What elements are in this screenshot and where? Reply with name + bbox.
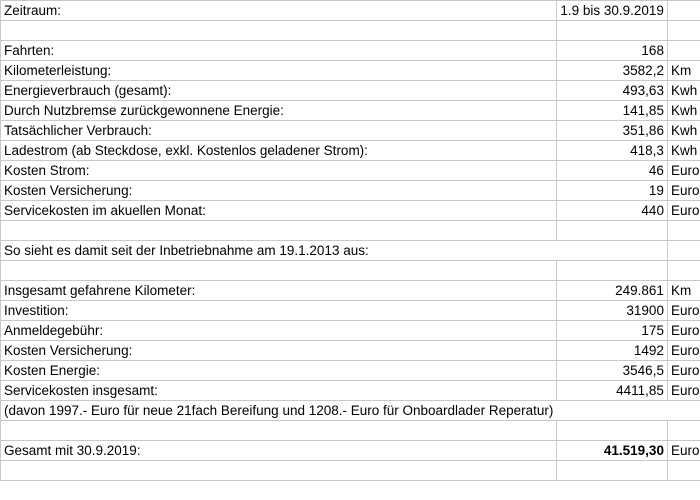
row-label[interactable] [1, 221, 557, 241]
row-unit[interactable] [667, 261, 700, 281]
table-row [1, 241, 700, 261]
row-value[interactable]: 351,86 [557, 121, 668, 141]
table-row [1, 321, 700, 341]
row-label[interactable]: Servicekosten im akuellen Monat: [1, 201, 557, 221]
row-unit[interactable] [667, 421, 700, 441]
row-value[interactable]: 168 [557, 41, 668, 61]
table-row [1, 201, 700, 221]
row-unit[interactable] [667, 461, 700, 481]
row-value[interactable]: 19 [557, 181, 668, 201]
table-row [1, 141, 700, 161]
row-value[interactable]: 249.861 [557, 281, 668, 301]
row-unit[interactable]: Km [667, 61, 700, 81]
row-unit[interactable]: Euro [667, 161, 700, 181]
table-row [1, 421, 700, 441]
row-unit[interactable] [667, 41, 700, 61]
row-value[interactable] [557, 221, 668, 241]
row-label[interactable]: Servicekosten insgesamt: [1, 381, 557, 401]
row-value[interactable]: 31900 [557, 301, 668, 321]
table-row [1, 461, 700, 481]
row-label[interactable] [1, 261, 557, 281]
row-unit[interactable]: Euro [667, 361, 700, 381]
row-value[interactable] [557, 241, 668, 261]
row-unit[interactable]: Kwh [667, 81, 700, 101]
row-label[interactable]: Kosten Strom: [1, 161, 557, 181]
row-unit[interactable]: Euro [667, 381, 700, 401]
row-unit[interactable] [667, 1, 700, 21]
row-value[interactable]: 175 [557, 321, 668, 341]
row-value[interactable]: 3546,5 [557, 361, 668, 381]
row-value[interactable]: 141,85 [557, 101, 668, 121]
row-label[interactable]: Kilometerleistung: [1, 61, 557, 81]
row-label[interactable]: Energieverbrauch (gesamt): [1, 81, 557, 101]
row-label[interactable] [1, 461, 557, 481]
table-row [1, 21, 700, 41]
row-value[interactable] [557, 421, 668, 441]
table-row [1, 81, 700, 101]
table-row [1, 1, 700, 21]
row-label[interactable] [1, 421, 557, 441]
row-unit[interactable]: Euro [667, 441, 700, 461]
row-unit[interactable]: Euro [667, 201, 700, 221]
row-label[interactable]: Kosten Energie: [1, 361, 557, 381]
row-label[interactable]: Gesamt mit 30.9.2019: [1, 441, 557, 461]
row-label[interactable]: (davon 1997.- Euro für neue 21fach Bereifung und 1208.- Euro für Onboardlader Reperatur) [1, 401, 557, 421]
table-row [1, 61, 700, 81]
row-value[interactable]: 493,63 [557, 81, 668, 101]
table-row [1, 101, 700, 121]
row-label[interactable]: Anmeldegebühr: [1, 321, 557, 341]
table-row [1, 341, 700, 361]
row-unit[interactable]: Kwh [667, 121, 700, 141]
table-row [1, 401, 700, 421]
row-label[interactable]: Tatsächlicher Verbrauch: [1, 121, 557, 141]
row-value[interactable]: 440 [557, 201, 668, 221]
row-unit[interactable]: Kwh [667, 141, 700, 161]
table-row [1, 441, 700, 461]
table-row [1, 381, 700, 401]
row-unit[interactable]: Euro [667, 321, 700, 341]
row-unit[interactable]: Euro [667, 301, 700, 321]
row-label[interactable]: Insgesamt gefahrene Kilometer: [1, 281, 557, 301]
row-unit[interactable]: Euro [667, 181, 700, 201]
table-row [1, 301, 700, 321]
row-label[interactable]: Zeitraum: [1, 1, 557, 21]
row-value[interactable] [557, 21, 668, 41]
row-unit[interactable]: Euro [667, 341, 700, 361]
row-unit[interactable]: Km [667, 281, 700, 301]
table-row [1, 121, 700, 141]
row-value[interactable]: 41.519,30 [557, 441, 668, 461]
table-row [1, 41, 700, 61]
row-value[interactable]: 1.9 bis 30.9.2019 [557, 1, 668, 21]
row-label[interactable]: Durch Nutzbremse zurückgewonnene Energie: [1, 101, 557, 121]
row-value[interactable]: 3582,2 [557, 61, 668, 81]
row-value[interactable]: 1492 [557, 341, 668, 361]
row-label[interactable] [1, 21, 557, 41]
row-label[interactable]: Kosten Versicherung: [1, 341, 557, 361]
row-value[interactable] [557, 261, 668, 281]
row-unit[interactable] [667, 21, 700, 41]
row-value[interactable] [557, 401, 668, 421]
row-value[interactable] [557, 461, 668, 481]
row-unit[interactable] [667, 221, 700, 241]
table-row [1, 281, 700, 301]
row-value[interactable]: 4411,85 [557, 381, 668, 401]
table-row [1, 261, 700, 281]
row-label[interactable]: Fahrten: [1, 41, 557, 61]
row-label[interactable]: Investition: [1, 301, 557, 321]
row-unit[interactable] [667, 401, 700, 421]
row-value[interactable]: 418,3 [557, 141, 668, 161]
table-row [1, 181, 700, 201]
row-unit[interactable] [667, 241, 700, 261]
row-label[interactable]: Kosten Versicherung: [1, 181, 557, 201]
row-label[interactable]: Ladestrom (ab Steckdose, exkl. Kostenlos geladener Strom): [1, 141, 557, 161]
row-label[interactable]: So sieht es damit seit der Inbetriebnahme am 19.1.2013 aus: [1, 241, 557, 261]
row-unit[interactable]: Kwh [667, 101, 700, 121]
table-row [1, 221, 700, 241]
row-value[interactable]: 46 [557, 161, 668, 181]
table-row [1, 361, 700, 381]
table-row [1, 161, 700, 181]
